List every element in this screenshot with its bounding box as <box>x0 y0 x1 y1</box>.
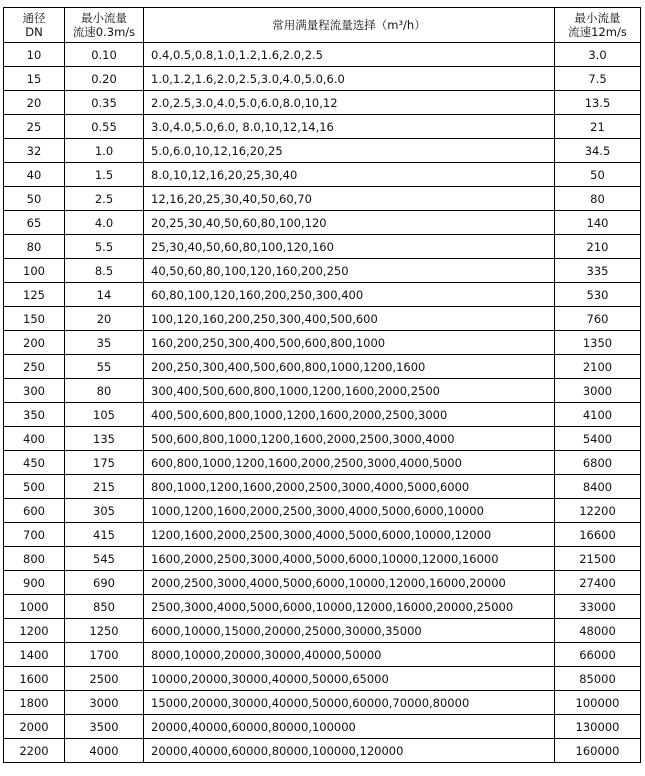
cell-ranges: 25,30,40,50,60,80,100,120,160 <box>144 235 555 259</box>
cell-dn: 2200 <box>4 739 65 763</box>
table-row <box>4 451 641 475</box>
table-body <box>4 43 641 763</box>
cell-ranges: 160,200,250,300,400,500,600,800,1000 <box>144 331 555 355</box>
cell-dn: 80 <box>4 235 65 259</box>
table-row <box>4 115 641 139</box>
table-row <box>4 643 641 667</box>
cell-max-flow: 6800 <box>555 451 641 475</box>
cell-ranges: 8.0,10,12,16,20,25,30,40 <box>144 163 555 187</box>
table-row <box>4 67 641 91</box>
table-row <box>4 523 641 547</box>
cell-min-flow: 175 <box>65 451 144 475</box>
header-max-flow <box>555 8 641 43</box>
cell-max-flow: 2100 <box>555 355 641 379</box>
cell-dn: 1800 <box>4 691 65 715</box>
cell-max-flow: 85000 <box>555 667 641 691</box>
cell-min-flow: 305 <box>65 499 144 523</box>
cell-max-flow: 140 <box>555 211 641 235</box>
cell-dn: 20 <box>4 91 65 115</box>
cell-dn: 500 <box>4 475 65 499</box>
table-row <box>4 211 641 235</box>
table-row <box>4 139 641 163</box>
header-dn-line1: 通径 <box>22 11 46 25</box>
table-row <box>4 595 641 619</box>
cell-ranges: 600,800,1000,1200,1600,2000,2500,3000,4000,5000 <box>144 451 555 475</box>
cell-min-flow: 1250 <box>65 619 144 643</box>
cell-ranges: 10000,20000,30000,40000,50000,65000 <box>144 667 555 691</box>
cell-ranges: 2500,3000,4000,5000,6000,10000,12000,16000,20000,25000 <box>144 595 555 619</box>
cell-min-flow: 545 <box>65 547 144 571</box>
cell-min-flow: 14 <box>65 283 144 307</box>
cell-dn: 1000 <box>4 595 65 619</box>
cell-ranges: 100,120,160,200,250,300,400,500,600 <box>144 307 555 331</box>
cell-ranges: 20000,40000,60000,80000,100000 <box>144 715 555 739</box>
table-row <box>4 739 641 763</box>
cell-min-flow: 0.35 <box>65 91 144 115</box>
cell-ranges: 1200,1600,2000,2500,3000,4000,5000,6000,10000,12000 <box>144 523 555 547</box>
cell-max-flow: 7.5 <box>555 67 641 91</box>
table-row <box>4 355 641 379</box>
table-row <box>4 187 641 211</box>
cell-max-flow: 80 <box>555 187 641 211</box>
cell-min-flow: 4.0 <box>65 211 144 235</box>
cell-dn: 1200 <box>4 619 65 643</box>
table-row <box>4 667 641 691</box>
cell-max-flow: 4100 <box>555 403 641 427</box>
cell-dn: 150 <box>4 307 65 331</box>
cell-dn: 40 <box>4 163 65 187</box>
cell-ranges: 2.0,2.5,3.0,4.0,5.0,6.0,8.0,10,12 <box>144 91 555 115</box>
cell-max-flow: 27400 <box>555 571 641 595</box>
cell-min-flow: 55 <box>65 355 144 379</box>
cell-max-flow: 5400 <box>555 427 641 451</box>
table-row <box>4 307 641 331</box>
table-row <box>4 715 641 739</box>
table-row <box>4 619 641 643</box>
table-row <box>4 259 641 283</box>
cell-max-flow: 1350 <box>555 331 641 355</box>
cell-max-flow: 16600 <box>555 523 641 547</box>
table-row <box>4 499 641 523</box>
cell-dn: 15 <box>4 67 65 91</box>
cell-max-flow: 8400 <box>555 475 641 499</box>
cell-ranges: 60,80,100,120,160,200,250,300,400 <box>144 283 555 307</box>
cell-ranges: 2000,2500,3000,4000,5000,6000,10000,12000,16000,20000 <box>144 571 555 595</box>
table-row <box>4 379 641 403</box>
cell-max-flow: 335 <box>555 259 641 283</box>
cell-ranges: 20000,40000,60000,80000,100000,120000 <box>144 739 555 763</box>
table-row <box>4 547 641 571</box>
cell-dn: 250 <box>4 355 65 379</box>
cell-max-flow: 21 <box>555 115 641 139</box>
table-row <box>4 691 641 715</box>
table-row <box>4 91 641 115</box>
cell-min-flow: 35 <box>65 331 144 355</box>
cell-max-flow: 12200 <box>555 499 641 523</box>
cell-dn: 50 <box>4 187 65 211</box>
cell-ranges: 1600,2000,2500,3000,4000,5000,6000,10000,12000,16000 <box>144 547 555 571</box>
cell-min-flow: 215 <box>65 475 144 499</box>
cell-ranges: 200,250,300,400,500,600,800,1000,1200,1600 <box>144 355 555 379</box>
cell-min-flow: 105 <box>65 403 144 427</box>
cell-max-flow: 21500 <box>555 547 641 571</box>
cell-ranges: 40,50,60,80,100,120,160,200,250 <box>144 259 555 283</box>
cell-dn: 25 <box>4 115 65 139</box>
table-row <box>4 331 641 355</box>
cell-min-flow: 1700 <box>65 643 144 667</box>
cell-dn: 32 <box>4 139 65 163</box>
cell-min-flow: 690 <box>65 571 144 595</box>
cell-ranges: 5.0,6.0,10,12,16,20,25 <box>144 139 555 163</box>
cell-ranges: 1.0,1.2,1.6,2.0,2.5,3.0,4.0,5.0,6.0 <box>144 67 555 91</box>
header-max-flow-line1: 最小流量 <box>574 11 621 25</box>
cell-min-flow: 8.5 <box>65 259 144 283</box>
header-ranges: 常用满量程流量选择（m³/h） <box>144 8 555 43</box>
cell-ranges: 8000,10000,20000,30000,40000,50000 <box>144 643 555 667</box>
table-row <box>4 403 641 427</box>
cell-ranges: 800,1000,1200,1600,2000,2500,3000,4000,5000,6000 <box>144 475 555 499</box>
cell-min-flow: 1.5 <box>65 163 144 187</box>
cell-ranges: 6000,10000,15000,20000,25000,30000,35000 <box>144 619 555 643</box>
cell-min-flow: 2500 <box>65 667 144 691</box>
cell-dn: 1600 <box>4 667 65 691</box>
cell-max-flow: 33000 <box>555 595 641 619</box>
cell-ranges: 500,600,800,1000,1200,1600,2000,2500,3000,4000 <box>144 427 555 451</box>
cell-max-flow: 100000 <box>555 691 641 715</box>
cell-ranges: 12,16,20,25,30,40,50,60,70 <box>144 187 555 211</box>
table-row <box>4 43 641 67</box>
cell-dn: 600 <box>4 499 65 523</box>
cell-max-flow: 50 <box>555 163 641 187</box>
cell-min-flow: 3000 <box>65 691 144 715</box>
cell-dn: 65 <box>4 211 65 235</box>
table-row <box>4 571 641 595</box>
cell-dn: 450 <box>4 451 65 475</box>
cell-max-flow: 130000 <box>555 715 641 739</box>
cell-min-flow: 850 <box>65 595 144 619</box>
header-max-flow-line2: 流速12m/s <box>568 25 627 39</box>
cell-min-flow: 2.5 <box>65 187 144 211</box>
cell-min-flow: 135 <box>65 427 144 451</box>
cell-dn: 125 <box>4 283 65 307</box>
cell-dn: 100 <box>4 259 65 283</box>
cell-max-flow: 13.5 <box>555 91 641 115</box>
cell-ranges: 0.4,0.5,0.8,1.0,1.2,1.6,2.0,2.5 <box>144 43 555 67</box>
cell-dn: 700 <box>4 523 65 547</box>
cell-dn: 900 <box>4 571 65 595</box>
cell-ranges: 300,400,500,600,800,1000,1200,1600,2000,2500 <box>144 379 555 403</box>
cell-dn: 800 <box>4 547 65 571</box>
cell-min-flow: 0.55 <box>65 115 144 139</box>
cell-max-flow: 3000 <box>555 379 641 403</box>
cell-max-flow: 66000 <box>555 643 641 667</box>
cell-max-flow: 760 <box>555 307 641 331</box>
cell-max-flow: 48000 <box>555 619 641 643</box>
cell-min-flow: 20 <box>65 307 144 331</box>
cell-max-flow: 210 <box>555 235 641 259</box>
cell-min-flow: 3500 <box>65 715 144 739</box>
cell-dn: 400 <box>4 427 65 451</box>
header-min-flow <box>65 8 144 43</box>
cell-max-flow: 530 <box>555 283 641 307</box>
cell-min-flow: 80 <box>65 379 144 403</box>
cell-max-flow: 34.5 <box>555 139 641 163</box>
cell-min-flow: 1.0 <box>65 139 144 163</box>
header-min-flow-line1: 最小流量 <box>81 11 127 25</box>
header-min-flow-line2: 流速0.3m/s <box>72 25 136 39</box>
cell-ranges: 3.0,4.0,5.0,6.0, 8.0,10,12,14,16 <box>144 115 555 139</box>
header-dn-line2: DN <box>25 25 43 39</box>
cell-ranges: 1000,1200,1600,2000,2500,3000,4000,5000,6000,10000 <box>144 499 555 523</box>
cell-ranges: 15000,20000,30000,40000,50000,60000,70000,80000 <box>144 691 555 715</box>
header-dn <box>4 8 65 43</box>
table-row <box>4 163 641 187</box>
flow-range-table <box>3 7 641 763</box>
table-row <box>4 475 641 499</box>
cell-min-flow: 5.5 <box>65 235 144 259</box>
cell-dn: 10 <box>4 43 65 67</box>
cell-max-flow: 3.0 <box>555 43 641 67</box>
table-row <box>4 283 641 307</box>
cell-min-flow: 0.20 <box>65 67 144 91</box>
table-row <box>4 235 641 259</box>
cell-min-flow: 415 <box>65 523 144 547</box>
cell-dn: 300 <box>4 379 65 403</box>
cell-ranges: 20,25,30,40,50,60,80,100,120 <box>144 211 555 235</box>
cell-dn: 350 <box>4 403 65 427</box>
table-row <box>4 427 641 451</box>
header-row <box>4 8 641 43</box>
cell-dn: 1400 <box>4 643 65 667</box>
cell-ranges: 400,500,600,800,1000,1200,1600,2000,2500,3000 <box>144 403 555 427</box>
cell-min-flow: 4000 <box>65 739 144 763</box>
cell-dn: 200 <box>4 331 65 355</box>
cell-min-flow: 0.10 <box>65 43 144 67</box>
cell-dn: 2000 <box>4 715 65 739</box>
cell-max-flow: 160000 <box>555 739 641 763</box>
